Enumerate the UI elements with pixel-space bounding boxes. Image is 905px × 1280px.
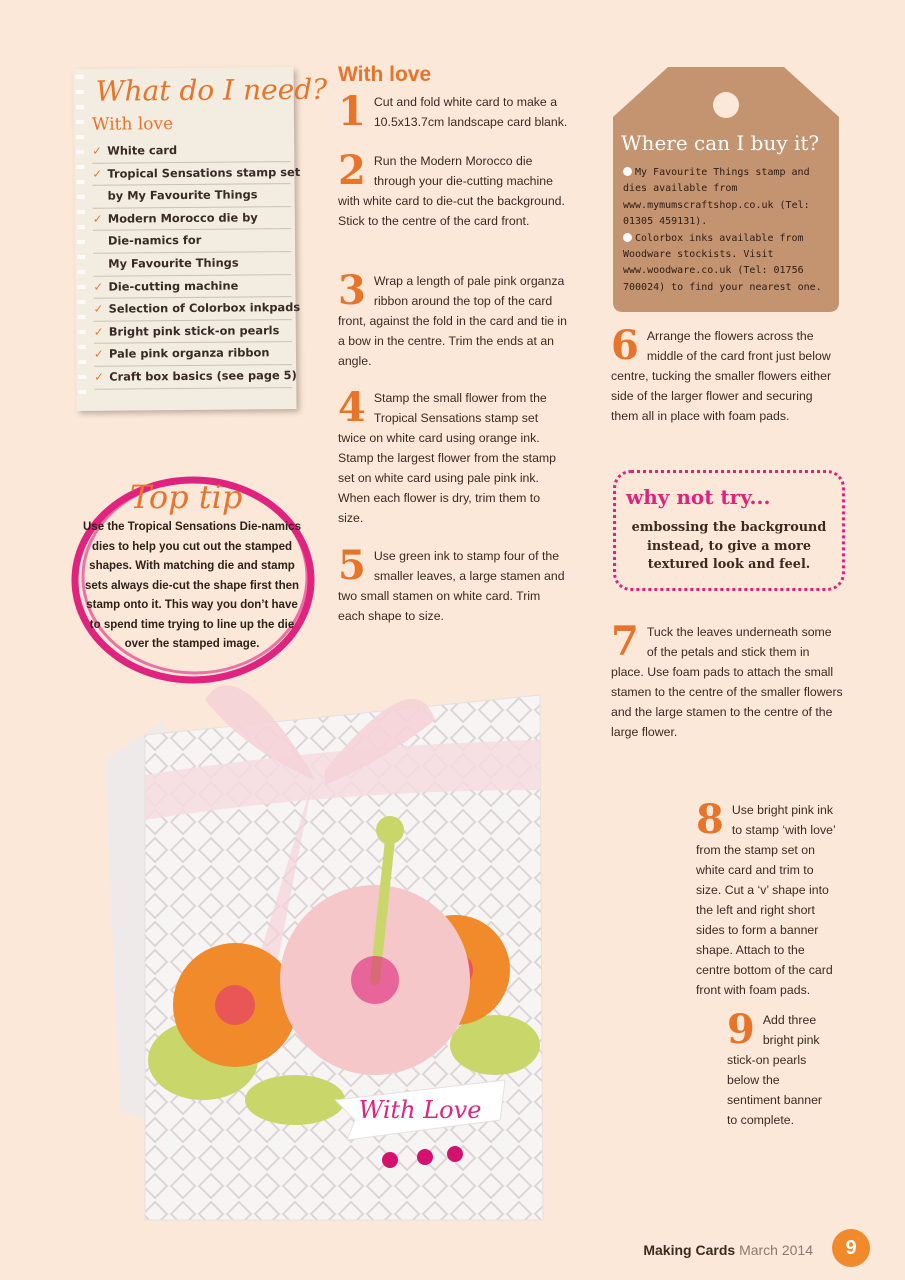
list-item: ✓ Tropical Sensations stamp set [92, 162, 290, 186]
what-do-i-need-notepad [74, 67, 328, 411]
step-2: 2 Run the Modern Morocco die through your die-cutting machine with white card to die-cut the background. Stick to the centre of the card front. [338, 147, 565, 228]
list-item: by My Favourite Things [93, 184, 291, 208]
buy-body [623, 165, 835, 296]
finished-card-photo [85, 640, 610, 1225]
pearl [382, 1152, 398, 1168]
check-icon: ✓ [92, 143, 102, 158]
why-not-try-box [613, 470, 845, 591]
buy-item: Colorbox inks available from Woodware stockists. Visit www.woodware.co.uk (Tel: 01756 700024) to find your nearest one. [623, 232, 822, 293]
step-3: 3 Wrap a length of pale pink organza ribbon around the top of the card front, against the fold in the card and tie in a bow in the centre. Trim the ends at an angle. [338, 267, 568, 368]
section-heading: With love [338, 63, 432, 86]
check-icon: ✓ [93, 347, 104, 362]
pearl [447, 1146, 463, 1162]
step-7: 7 Tuck the leaves underneath some of the petals and stick them in place. Use foam pads to attach the small stamen to the centre of the smaller flowers and the large stamen to the centre of the large flower. [611, 618, 843, 739]
materials-list [92, 139, 301, 389]
buy-item: My Favourite Things stamp and dies available from www.mymumscraftshop.co.uk (Tel: 01305 459131). [623, 167, 810, 228]
check-icon: ✓ [94, 369, 104, 384]
list-item: ✓ White card [92, 139, 290, 163]
notepad-punch-holes [76, 75, 87, 405]
notepad-title: What do I need? [95, 72, 328, 108]
list-item: ✓ Selection of Colorbox inkpads [94, 297, 292, 321]
step-1: 1 Cut and fold white card to make a 10.5x13.7cm landscape card blank. [338, 88, 568, 135]
where-to-buy-tag [613, 67, 839, 312]
bullet-icon [623, 233, 632, 242]
list-item: ✓ Craft box basics (see page 5) [94, 365, 292, 389]
why-body: embossing the background instead, to give a more textured look and feel. [631, 520, 827, 572]
why-title: why not try... [626, 485, 771, 509]
list-item: ✓ Bright pink stick-on pearls [94, 320, 292, 344]
tip-body: Use the Tropical Sensations Die-namics dies to help you cut out the stamped shapes. With matching die and stamp sets always die-cut the shape first then stamp onto it. This way you don’t have to spend time trying to line up the die over the stamped image. [83, 521, 301, 650]
check-icon: ✓ [93, 324, 104, 339]
step-4: 4 Stamp the small flower from the Tropical Sensations stamp set twice on white card using orange ink. Stamp the largest flower from the stamp set on white card using pale pink ink. When each flower is dry, trim them to size. [338, 384, 557, 525]
step-6: 6 Arrange the flowers across the middle of the card front just below centre, tucking the smaller flowers either side of the larger flower and securing them all in place with foam pads. [611, 322, 832, 423]
notepad-subtitle: With love [91, 114, 174, 135]
list-item: ✓ Die-cutting machine [93, 275, 291, 299]
footer: Making Cards March 2014 [643, 1242, 813, 1258]
check-icon: ✓ [93, 301, 104, 316]
leaf [245, 1075, 345, 1125]
buy-title: Where can I buy it? [621, 131, 820, 155]
tip-title: Top tip [130, 478, 243, 516]
list-item: ✓ Modern Morocco die by [93, 207, 291, 231]
step-5: 5 Use green ink to stamp four of the smaller leaves, a large stamen and two small stamen on white card. Trim each shape to size. [338, 542, 565, 623]
list-item: ✓ Pale pink organza ribbon [94, 342, 292, 366]
pearl [417, 1149, 433, 1165]
step-8: 8 Use bright pink ink to stamp ‘with love’ from the stamp set on white card and trim to size. Cut a ‘v’ shape into the left and right short sides to form a banner shape. Attach to the centre bottom of the card front with foam pads. [696, 796, 836, 997]
check-icon: ✓ [93, 279, 104, 294]
list-item: Die-namics for [93, 229, 291, 253]
check-icon: ✓ [92, 166, 103, 181]
bullet-icon [623, 167, 632, 176]
sentiment-text: With Love [358, 1096, 482, 1124]
check-icon: ✓ [92, 211, 103, 226]
page-number: 9 [832, 1229, 870, 1267]
step-9: 9 Add three bright pink stick-on pearls below the sentiment banner to complete. [727, 1006, 823, 1127]
list-item: My Favourite Things [93, 252, 291, 276]
